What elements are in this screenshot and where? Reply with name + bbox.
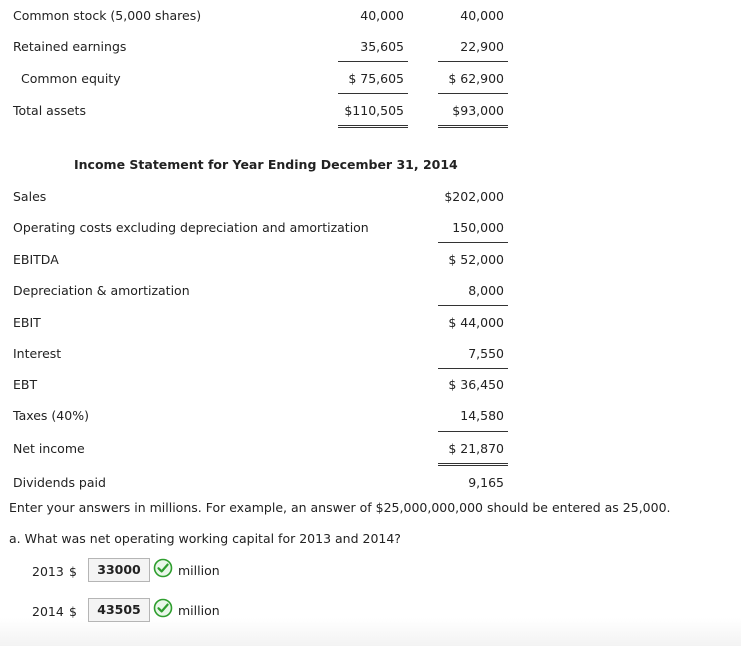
- table-row: [0, 283, 741, 303]
- row-value: 150,000: [452, 220, 504, 235]
- table-row: [0, 377, 741, 397]
- value-2014: $ 75,605: [348, 71, 404, 86]
- table-row: [0, 189, 741, 209]
- table-row: [0, 315, 741, 335]
- instructions-text: Enter your answers in millions. For example, an answer of $25,000,000,000 should be entered as 25,000.: [9, 500, 671, 515]
- row-label: EBIT: [13, 315, 41, 330]
- row-label: Common equity: [21, 71, 121, 86]
- question-text: a. What was net operating working capital for 2013 and 2014?: [9, 531, 401, 546]
- value-2014: 35,605: [360, 39, 404, 54]
- row-label: Taxes (40%): [13, 408, 89, 423]
- value-2014: 40,000: [360, 8, 404, 23]
- currency-symbol: $: [69, 604, 77, 619]
- double-underline: [338, 125, 408, 128]
- underline: [338, 61, 408, 62]
- check-correct-icon: [153, 598, 173, 618]
- row-label: EBT: [13, 377, 38, 392]
- row-value: $ 36,450: [448, 377, 504, 392]
- table-row: [0, 252, 741, 272]
- underline: [438, 305, 508, 306]
- value-2013: 40,000: [460, 8, 504, 23]
- double-underline: [438, 125, 508, 128]
- row-label: Operating costs excluding depreciation and amortization: [13, 220, 369, 235]
- value-2013: $ 62,900: [448, 71, 504, 86]
- table-row: [0, 39, 741, 59]
- row-value: $202,000: [444, 189, 504, 204]
- answer-year: 2013: [32, 564, 64, 579]
- double-underline: [438, 463, 508, 466]
- row-value: 14,580: [460, 408, 504, 423]
- value-2013: 22,900: [460, 39, 504, 54]
- row-value: $ 21,870: [448, 441, 504, 456]
- value-2013: $93,000: [452, 103, 504, 118]
- unit-label: million: [178, 563, 220, 578]
- row-label: Depreciation & amortization: [13, 283, 190, 298]
- underline: [438, 93, 508, 94]
- answer-row-2014: [0, 598, 300, 628]
- table-row: [0, 408, 741, 428]
- row-label: Retained earnings: [13, 39, 127, 54]
- value-2014: $110,505: [344, 103, 404, 118]
- row-value: 7,550: [468, 346, 504, 361]
- table-row: [0, 103, 741, 123]
- row-value: $ 44,000: [448, 315, 504, 330]
- row-value: $ 52,000: [448, 252, 504, 267]
- underline: [438, 431, 508, 432]
- currency-symbol: $: [69, 564, 77, 579]
- row-value: 8,000: [468, 283, 504, 298]
- table-row: [0, 346, 741, 366]
- table-row: [0, 475, 741, 495]
- underline: [338, 93, 408, 94]
- row-label: EBITDA: [13, 252, 59, 267]
- answer-year: 2014: [32, 604, 64, 619]
- row-label: Sales: [13, 189, 47, 204]
- answer-row-2013: [0, 558, 300, 588]
- row-value: 9,165: [468, 475, 504, 490]
- check-correct-icon: [153, 558, 173, 578]
- table-row: [0, 8, 741, 28]
- row-label: Dividends paid: [13, 475, 106, 490]
- table-row: [0, 441, 741, 461]
- table-row: [0, 220, 741, 240]
- row-label: Total assets: [13, 103, 86, 118]
- underline: [438, 61, 508, 62]
- answer-input-2013[interactable]: 33000: [88, 558, 150, 582]
- answer-input-2014[interactable]: 43505: [88, 598, 150, 622]
- row-label: Interest: [13, 346, 62, 361]
- unit-label: million: [178, 603, 220, 618]
- underline: [438, 368, 508, 369]
- row-label: Net income: [13, 441, 85, 456]
- row-label: Common stock (5,000 shares): [13, 8, 202, 23]
- table-row: [0, 71, 741, 91]
- underline: [438, 242, 508, 243]
- income-statement-title: Income Statement for Year Ending December 31, 2014: [74, 157, 458, 172]
